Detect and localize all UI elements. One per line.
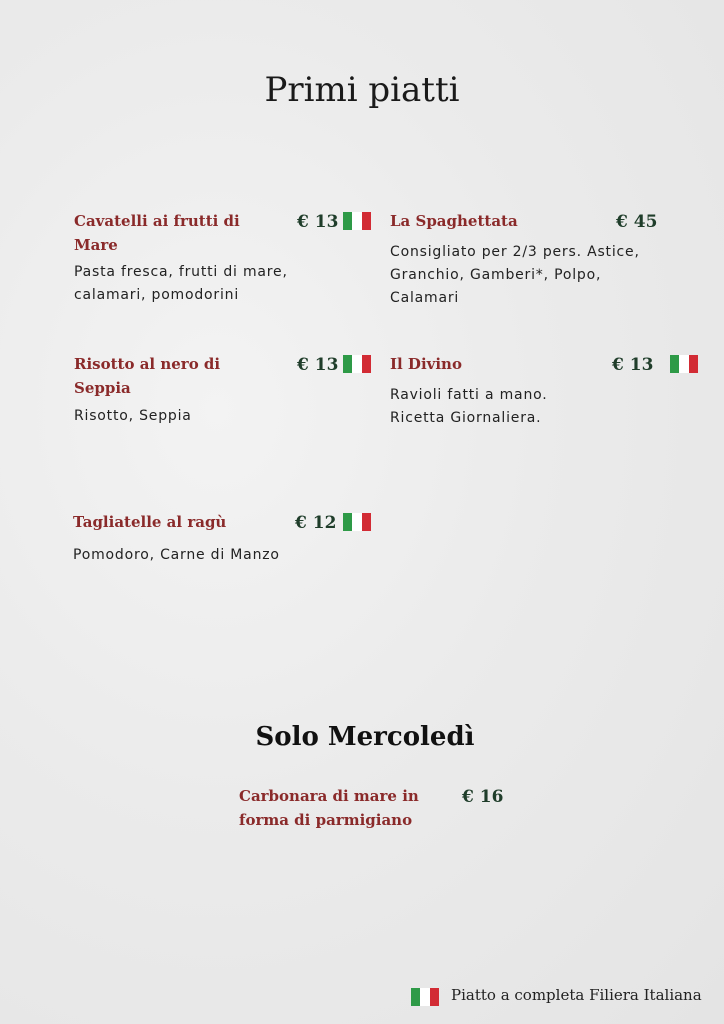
page-title: Primi piatti bbox=[264, 70, 460, 110]
dish-price: € 12 bbox=[295, 513, 337, 533]
dish-name: Cavatelli ai frutti di Mare bbox=[74, 212, 240, 254]
dish-name: Il Divino bbox=[390, 355, 462, 373]
section-title: Solo Mercoledì bbox=[255, 722, 475, 752]
dish-item bbox=[74, 209, 374, 309]
dish-price: € 45 bbox=[616, 212, 658, 232]
dish-description: Pasta fresca, frutti di mare, calamari, pomodorini bbox=[74, 264, 288, 303]
dish-name: Risotto al nero di Seppia bbox=[74, 355, 221, 397]
italian-flag-icon bbox=[670, 355, 698, 373]
dish-description: Ravioli fatti a mano. Ricetta Giornaliera. bbox=[390, 387, 548, 426]
italian-flag-icon bbox=[343, 212, 371, 230]
dish-description: Pomodoro, Carne di Manzo bbox=[73, 547, 280, 563]
italian-flag-icon bbox=[343, 355, 371, 373]
dish-item bbox=[390, 352, 705, 432]
dish-name: Tagliatelle al ragù bbox=[73, 513, 227, 531]
dish-price: € 16 bbox=[462, 787, 504, 807]
dish-description: Risotto, Seppia bbox=[74, 408, 192, 424]
dish-item bbox=[390, 209, 680, 309]
dish-item bbox=[239, 784, 519, 834]
dish-name: Carbonara di mare in forma di parmigiano bbox=[239, 787, 419, 829]
dish-price: € 13 bbox=[297, 355, 339, 375]
dish-description: Consigliato per 2/3 pers. Astice, Granchio, Gamberi*, Polpo, Calamari bbox=[390, 244, 640, 306]
italian-flag-icon bbox=[411, 988, 439, 1006]
dish-name: La Spaghettata bbox=[390, 212, 518, 230]
dish-price: € 13 bbox=[297, 212, 339, 232]
dish-item bbox=[73, 510, 373, 570]
italian-flag-icon bbox=[343, 513, 371, 531]
filiera-legend-text: Piatto a completa Filiera Italiana bbox=[451, 986, 702, 1004]
dish-item bbox=[74, 352, 374, 432]
dish-price: € 13 bbox=[612, 355, 654, 375]
